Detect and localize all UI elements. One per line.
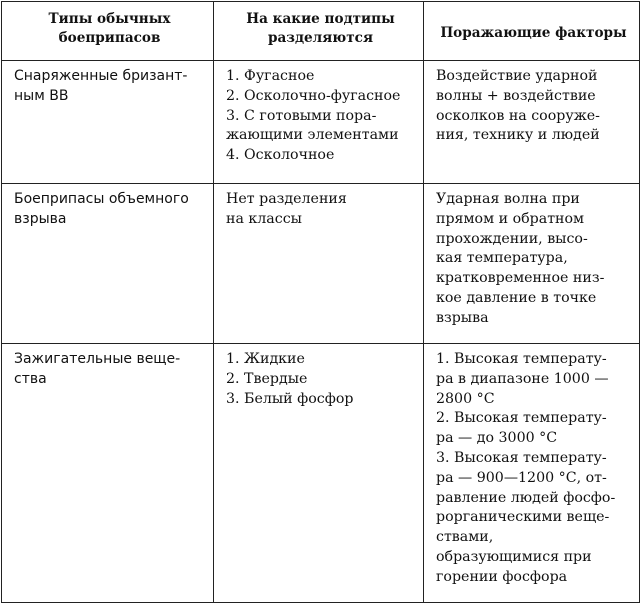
cell-munition-type: Зажигательные веще- ства: [2, 344, 214, 603]
munitions-table: [1, 1, 640, 603]
cell-munition-type: Снаряженные бризант- ным ВВ: [2, 61, 214, 184]
cell-munition-type: Боеприпасы объемного взрыва: [2, 184, 214, 344]
cell-subtypes: 1. Фугасное 2. Осколочно-фугасное 3. С готовыми пора- жающими элементами 4. Осколочное: [214, 61, 424, 184]
cell-subtypes: Нет разделения на классы: [214, 184, 424, 344]
header-row: [2, 2, 640, 61]
cell-subtypes: 1. Жидкие 2. Твердые 3. Белый фосфор: [214, 344, 424, 603]
cell-damage-factors: 1. Высокая температу- ра в диапазоне 1000 — 2800 °С 2. Высокая температу- ра — до 3000 °С 3. Высокая температу- ра — 900—1200 °С, от- равление людей фосфо- рорганическими веще- ствами, образующимися при горении фосфора: [424, 344, 640, 603]
header-subtypes: На какие подтипы разделяются: [214, 2, 424, 61]
table-row: [2, 344, 640, 603]
table-row: [2, 184, 640, 344]
cell-damage-factors: Ударная волна при прямом и обратном прохождении, высо- кая температура, кратковременное низ- кое давление в точке взрыва: [424, 184, 640, 344]
header-damage-factors: Поражающие факторы: [424, 2, 640, 61]
cell-damage-factors: Воздействие ударной волны + воздействие осколков на сооруже- ния, технику и людей: [424, 61, 640, 184]
table-row: [2, 61, 640, 184]
header-munition-types: Типы обычных боеприпасов: [2, 2, 214, 61]
